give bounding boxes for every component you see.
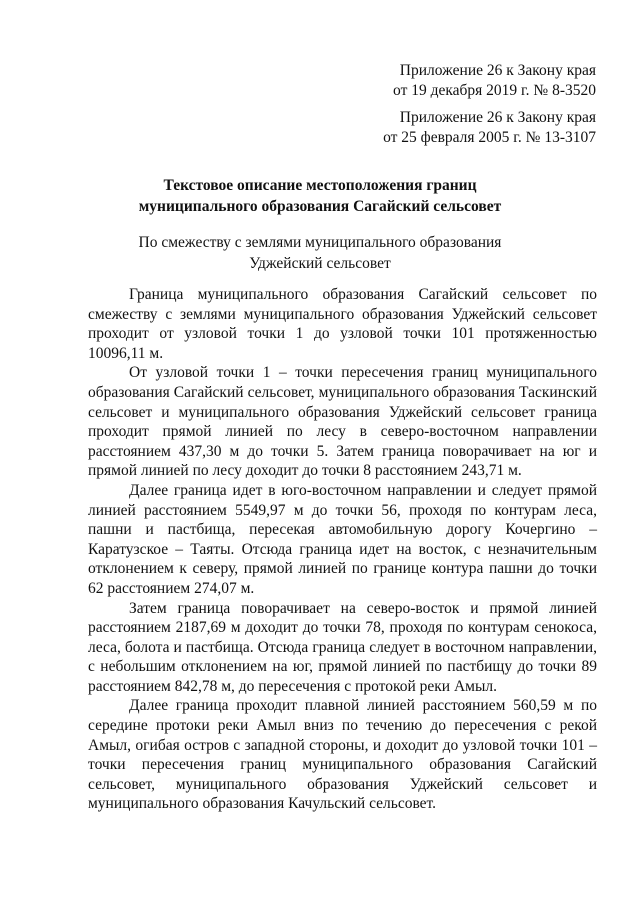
document-title [0, 175, 640, 217]
appendix-date-line: от 19 декабря 2019 г. № 8-3520 [393, 82, 596, 99]
appendix-header-original [383, 108, 596, 148]
appendix-line: Приложение 26 к Закону края [399, 62, 596, 79]
body-paragraph: От узловой точки 1 – точки пересечения границ муниципального образования Сагайский сельсовет, муниципального образования Таскинский сельсовет и муниципального образования Уджейский сельсовет граница проходит прямой линией по лесу в северо-восточном направлении расстоянием 437,30 м до точки 5. Затем граница поворачивает на юг и прямой линией по лесу доходит до точки 8 расстоянием 243,71 м. [88, 364, 597, 480]
subtitle-line: Уджейский сельсовет [249, 255, 391, 272]
title-line: Текстовое описание местоположения границ [163, 177, 477, 194]
subtitle-line: По смежеству с землями муниципального образования [138, 234, 502, 251]
appendix-header-current [393, 61, 596, 101]
body-paragraph: Далее граница идет в юго-восточном направлении и следует прямой линией расстоянием 5549,97 м до точки 56, проходя по контурам леса, пашни и пастбища, пересекая автомобильную дорогу Кочергино – Каратузское – Таяты. Отсюда граница идет на восток, с незначительным отклонением к северу, прямой линией по границе контура пашни до точки 62 расстоянием 274,07 м. [88, 481, 597, 597]
body-paragraph: Затем граница поворачивает на северо-восток и прямой линией расстоянием 2187,69 м доходит до точки 78, проходя по контурам сенокоса, леса, болота и пастбища. Отсюда граница следует в восточном направлении, с небольшим отклонением на юг, прямой линией по пастбищу до точки 89 расстоянием 842,78 м, до пересечения с протокой реки Амыл. [88, 599, 597, 695]
body-paragraph: Далее граница проходит плавной линией расстоянием 560,59 м по середине протоки реки Амыл вниз по течению до пересечения с рекой Амыл, огибая остров с западной стороны, и доходит до узловой точки 101 – точки пересечения границ муниципального образования Сагайский сельсовет, муниципального образования Уджейский сельсовет и муниципального образования Качульский сельсовет. [88, 697, 597, 813]
appendix-date-line: от 25 февраля 2005 г. № 13-3107 [383, 129, 596, 146]
document-body [88, 285, 597, 814]
body-paragraph: Граница муниципального образования Сагайский сельсовет по смежеству с землями муниципального образования Уджейский сельсовет проходит от узловой точки 1 до узловой точки 101 протяженностью 10096,11 м. [88, 286, 597, 362]
title-line: муниципального образования Сагайский сельсовет [138, 198, 502, 215]
section-subtitle [0, 232, 640, 274]
appendix-line: Приложение 26 к Закону края [399, 109, 596, 126]
